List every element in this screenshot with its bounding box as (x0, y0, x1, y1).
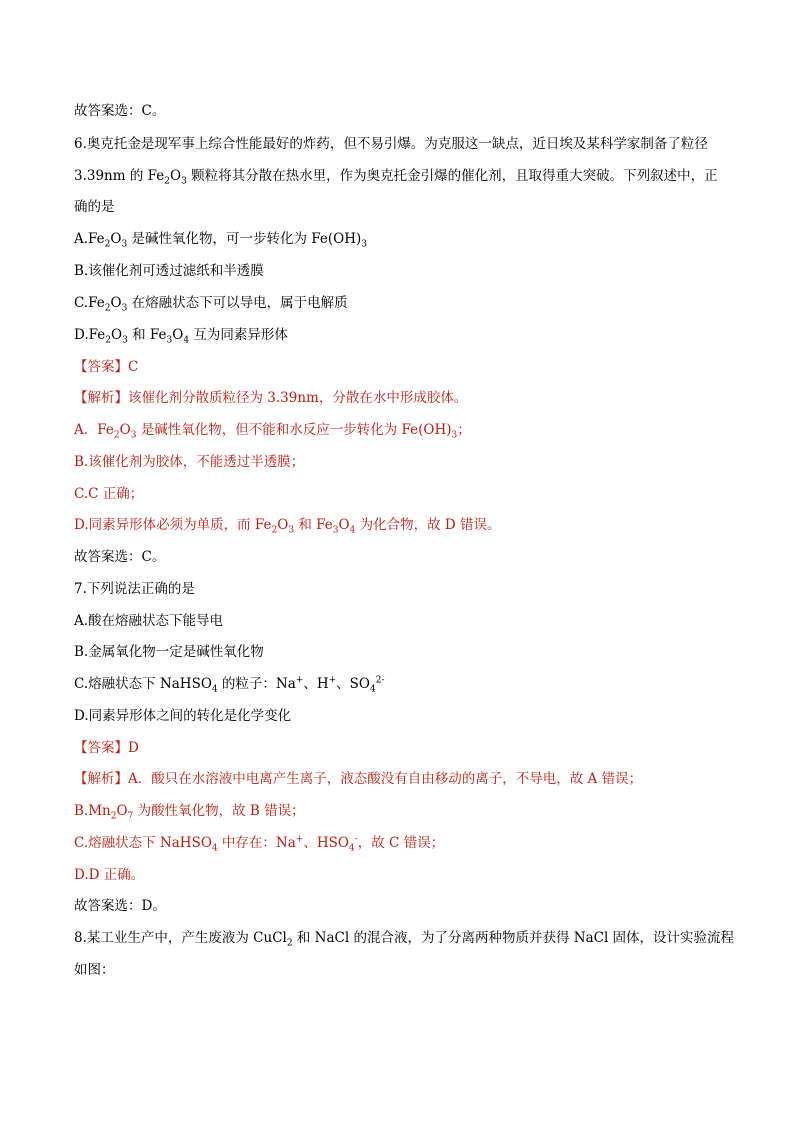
q6-analysis-line-1: 【解析】该催化剂分散质粒径为 3.39nm，分散在水中形成胶体。 (74, 390, 468, 406)
q6-analysis-line-5: D.同素异形体必须为单质，而 $Fe_2O_3$ 和 $Fe_3O_4$ 为化合物，故 D 错误。 (74, 517, 501, 536)
q7-analysis-line-4: D.D 正确。 (74, 867, 145, 883)
q7-analysis-line-2: $B.Mn_2O_7$ 为酸性氧化物，故 B 错误； (74, 803, 305, 822)
q7-option-a: A.酸在熔融状态下能导电 (74, 613, 224, 629)
q6-option-a: $A.Fe_2O_3$ 是碱性氧化物，可一步转化为 $Fe(OH)_3$ (74, 231, 368, 250)
q7-option-b: B.金属氧化物一定是碱性氧化物 (74, 644, 264, 660)
q6-answer: 【答案】C (74, 359, 139, 375)
q6-option-c: $C.Fe_2O_3$ 在熔融状态下可以导电，属于电解质 (74, 295, 348, 314)
q6-analysis-line-4: C.C 正确； (74, 486, 144, 502)
q6-option-d: $D.Fe_2O_3$ 和 $Fe_3O_4$ 互为同素异形体 (74, 327, 288, 346)
q7-stem: 7.下列说法正确的是 (74, 581, 195, 597)
q7-analysis-line-3: C.熔融状态下 NaHSO$_4$ 中存在：Na+、$HSO_4^-$，故 C 错误； (74, 834, 445, 854)
q6-option-b: B.该催化剂可透过滤纸和半透膜 (74, 263, 264, 279)
q7-conclusion: 故答案选：D。 (74, 898, 166, 914)
q8-stem-line-2: 如图： (74, 962, 115, 978)
q7-answer: 【答案】D (74, 740, 139, 756)
q6-analysis-line-2: A．$Fe_2O_3$ 是碱性氧化物，但不能和水反应一步转化为 $Fe(OH)_3$； (74, 422, 471, 441)
q6-analysis-line-3: B.该催化剂为胶体，不能透过半透膜； (74, 454, 305, 470)
q6-stem-line-2: 3.39nm 的 $Fe_2O_3$ 颗粒将其分散在热水里，作为奥克托金引爆的催化剂，且取得重大突破。下列叙述中，正 (74, 168, 718, 187)
q7-option-c: C.熔融状态下 NaHSO$_4$ 的粒子：Na+、H+、$SO_4^{2-}$ (74, 675, 385, 695)
q5-conclusion: 故答案选：C。 (74, 103, 166, 119)
q7-option-d: D.同素异形体之间的转化是化学变化 (74, 708, 292, 724)
q8-stem-line-1: 8.某工业生产中，产生废液为 CuCl$_2$ 和 NaCl 的混合液，为了分离两种物质并获得 NaCl 固体，设计实验流程 (74, 930, 735, 949)
q6-conclusion: 故答案选：C。 (74, 549, 166, 565)
q7-analysis-line-1: 【解析】A．酸只在水溶液中电离产生离子，液态酸没有自由移动的离子，不导电，故 A 错误； (74, 771, 643, 787)
q6-stem-line-1: 6.奥克托金是现军事上综合性能最好的炸药，但不易引爆。为克服这一缺点，近日埃及某科学家制备了粒径 (74, 136, 708, 152)
q6-stem-line-3: 确的是 (74, 199, 115, 215)
